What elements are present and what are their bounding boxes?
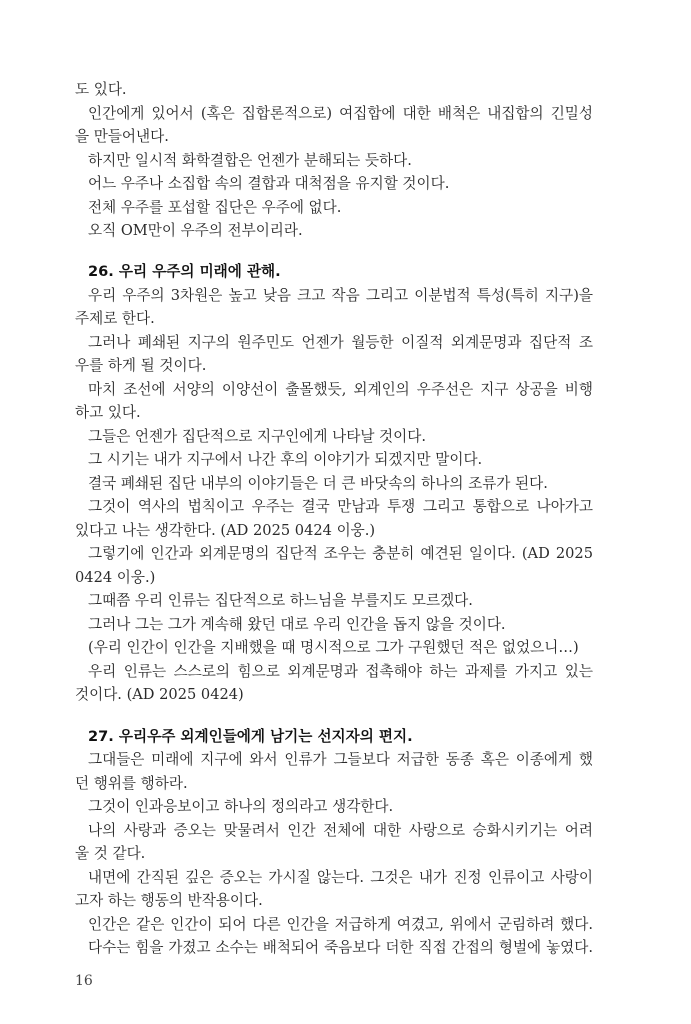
text-line: 울 것 같다.: [75, 845, 146, 862]
text-line: 그것이 인과응보이고 하나의 정의라고 생각한다.: [88, 798, 394, 815]
text-line: 주제로 한다.: [75, 310, 155, 327]
text-line: 0424 이웅.): [75, 569, 156, 586]
text-line: 그때쯤 우리 인류는 집단적으로 하느님을 부를지도 모르겠다.: [88, 592, 473, 609]
text-line: 오직 OM만이 우주의 전부이리라.: [88, 222, 303, 239]
text-line: 던 행위를 행하라.: [75, 775, 188, 792]
text-line: 그대들은 미래에 지구에 와서 인류가 그들보다 저급한 동종 혹은 이종에게 했: [88, 751, 593, 768]
section-heading-26: 26. 우리 우주의 미래에 관해.: [88, 263, 281, 280]
text-line: 어느 우주나 소집합 속의 결합과 대척점을 유지할 것이다.: [88, 175, 450, 192]
text-line: 마치 조선에 서양의 이양선이 출몰했듯, 외계인의 우주선은 지구 상공을 비행: [88, 381, 593, 398]
text-line: 그러나 그는 그가 계속해 왔던 대로 우리 인간을 돕지 않을 것이다.: [88, 616, 506, 633]
section-heading-27: 27. 우리우주 외계인들에게 남기는 선지자의 편지.: [88, 728, 413, 745]
text-line: 그들은 언젠가 집단적으로 지구인에게 나타날 것이다.: [88, 428, 426, 445]
text-line: 우를 하게 될 것이다.: [75, 357, 207, 374]
text-line: 그렇기에 인간과 외계문명의 집단적 조우는 충분히 예견된 일이다. (AD 2025: [88, 545, 593, 562]
text-line: 그것이 역사의 법칙이고 우주는 결국 만남과 투쟁 그리고 통합으로 나아가고: [88, 498, 593, 515]
text-line: 그 시기는 내가 지구에서 나간 후의 이야기가 되겠지만 말이다.: [88, 451, 483, 468]
text-line: 하고 있다.: [75, 404, 141, 421]
text-line: 을 만들어낸다.: [75, 128, 169, 145]
text-line: 다수는 힘을 가졌고 소수는 배척되어 죽음보다 더한 직접 간접의 형벌에 놓였다.: [88, 939, 593, 956]
text-line: 우리 인류는 스스로의 힘으로 외계문명과 접촉해야 하는 과제를 가지고 있는: [88, 663, 593, 680]
text-line: 것이다. (AD 2025 0424): [75, 686, 244, 703]
text-line: (우리 인간이 인간을 지배했을 때 명시적으로 그가 구원했던 적은 없었으니…): [88, 639, 579, 656]
text-line: 나의 사랑과 증오는 맞물려서 인간 전체에 대한 사랑으로 승화시키기는 어려: [88, 822, 593, 839]
text-line: 그러나 폐쇄된 지구의 원주민도 언젠가 월등한 이질적 외계문명과 집단적 조: [88, 334, 593, 351]
text-line: 인간에게 있어서 (혹은 집합론적으로) 여집합에 대한 배척은 내집합의 긴밀성: [88, 105, 593, 122]
text-line: 인간은 같은 인간이 되어 다른 인간을 저급하게 여겼고, 위에서 군림하려 했다.: [88, 916, 593, 933]
text-line: 결국 폐쇄된 집단 내부의 이야기들은 더 큰 바닷속의 하나의 조류가 된다.: [88, 475, 548, 492]
text-line: 우리 우주의 3차원은 높고 낮음 크고 작음 그리고 이분법적 특성(특히 지구)을: [88, 287, 593, 304]
text-line: 고자 하는 행동의 반작용이다.: [75, 892, 263, 909]
text-line: 전체 우주를 포섭할 집단은 우주에 없다.: [88, 199, 342, 216]
text-line: 내면에 간직된 깊은 증오는 가시질 않는다. 그것은 내가 진정 인류이고 사랑이: [88, 869, 593, 886]
page-number: 16: [75, 973, 93, 989]
text-line: 하지만 일시적 화학결합은 언젠가 분해되는 듯하다.: [88, 152, 412, 169]
text-line: 도 있다.: [75, 81, 127, 98]
text-line: 있다고 나는 생각한다. (AD 2025 0424 이웅.): [75, 522, 376, 539]
